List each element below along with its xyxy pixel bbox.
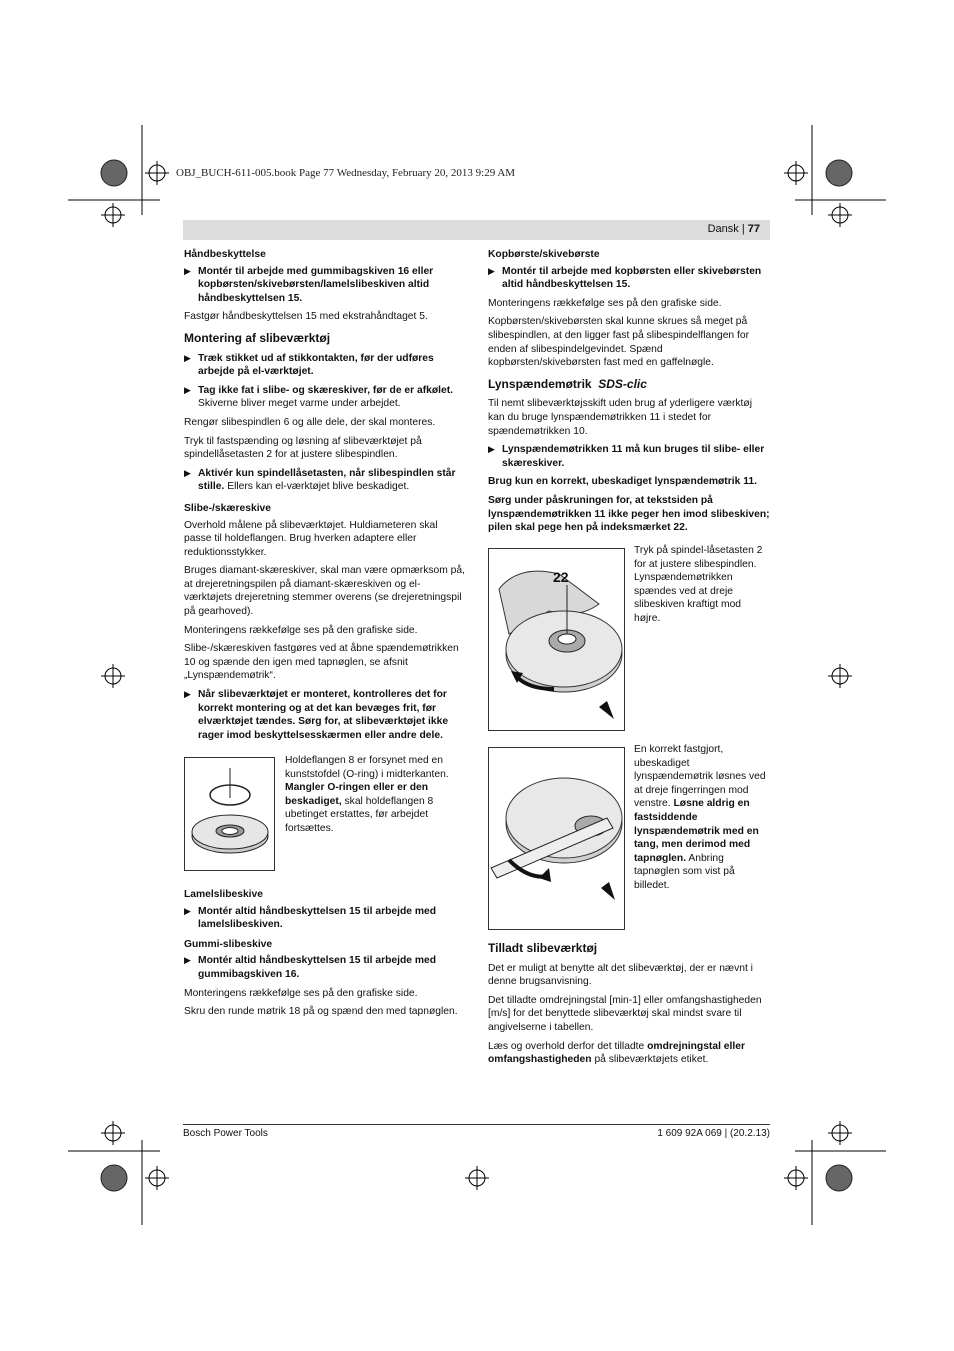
- bullet-item: ▶ Lynspændemøtrikken 11 må kun bruges til slibe- eller skæreskiver.: [488, 444, 765, 469]
- right-column: [488, 248, 770, 540]
- triangle-icon: ▶: [184, 689, 191, 700]
- triangle-icon: ▶: [184, 265, 191, 276]
- section-title: Slibe-/skæreskive: [184, 502, 272, 514]
- left-column-lower: [184, 888, 467, 1024]
- tighten-figure: [488, 548, 625, 731]
- footer-left: Bosch Power Tools: [183, 1128, 268, 1139]
- bullet-item: ▶ Tag ikke fat i slibe- og skæreskiver, før de er afkølet. Skiverne bliver meget varme under arbejdet.: [184, 384, 454, 410]
- section-title: Håndbeskyttelse: [184, 249, 266, 260]
- paragraph: Sørg under påskruningen for, at tekstsiden på lynspændemøtrikken 11 ikke peger hen imod slibeskiven; pilen skal pege hen på indeksmærket 22.: [488, 494, 770, 534]
- triangle-icon: ▶: [184, 955, 191, 966]
- section-title: Gummi-slibeskive: [184, 938, 273, 950]
- page-header: [183, 220, 770, 240]
- triangle-icon: ▶: [488, 265, 495, 276]
- paragraph: Monteringens rækkefølge ses på den grafiske side.: [488, 297, 722, 309]
- paragraph: Bruges diamant-skæreskiver, skal man være opmærksom på, at drejeretningspilen på diamant-skæreskiven og el-værktøjets drejeretning stemmer overens (se drejeretningspil på gearhoved).: [184, 565, 465, 618]
- print-line: OBJ_BUCH-611-005.book Page 77 Wednesday, February 20, 2013 9:29 AM: [176, 167, 516, 179]
- bullet-item: ▶ Montér til arbejde med kopbørsten eller skivebørsten altid håndbeskyttelsen 15.: [488, 265, 762, 291]
- triangle-icon: ▶: [184, 384, 191, 395]
- flange-figure: [184, 757, 275, 871]
- triangle-icon: ▶: [184, 467, 191, 478]
- paragraph: Slibe-/skæreskiven fastgøres ved at åbne spændemøtrikken 10 og spænde den igen med tapnøglen, se afsnit „Lynspændemøtrik“.: [184, 643, 459, 682]
- paragraph: Fastgør håndbeskyttelsen 15 med ekstrahåndtaget 5.: [184, 311, 428, 323]
- loosen-figure: [488, 747, 625, 930]
- paragraph: Rengør slibespindlen 6 og alle dele, der skal monteres.: [184, 416, 436, 428]
- bullet-item: ▶ Montér altid håndbeskyttelsen 15 til arbejde med lamelslibeskiven.: [184, 905, 437, 931]
- footer-right: 1 609 92A 069 | (20.2.13): [657, 1128, 770, 1139]
- sds-clic-logo: SDS-clic: [598, 376, 647, 391]
- bullet-item: ▶ Montér altid håndbeskyttelsen 15 til arbejde med gummibagskiven 16.: [184, 955, 437, 980]
- page-footer: [183, 1124, 770, 1139]
- left-column: [184, 248, 467, 747]
- section-title: Tilladt slibeværktøj: [488, 941, 598, 955]
- paragraph: Overhold målene på slibeværktøjet. Huldiameteren skal passe til holdeflangen. Brug hverken adaptere eller reduktionsstykker.: [184, 519, 438, 558]
- right-column-lower: [488, 934, 770, 1072]
- bullet-item: ▶ Når slibeværktøjet er monteret, kontrolleres det for korrekt montering og at det kan bevæges frit, før elværktøjet tændes. Sørg for, at slibeværktøjet ikke rager imod beskyttelsesskærmen eller andre dele.: [184, 689, 449, 741]
- paragraph: Kopbørsten/skivebørsten skal kunne skrues så meget på slibespindlen, at den ligger fast på slibespindelflangen for enden af slibespindelgevindet. Spænd kopbørsten/skivebørsten fast med en gaffelnøgle.: [488, 316, 750, 369]
- paragraph: Læs og overhold derfor det tilladte omdrejningstal eller omfangshastigheden på slibeværktøjets etiket.: [488, 1040, 745, 1066]
- paragraph: Monteringens rækkefølge ses på den grafiske side.: [184, 987, 418, 999]
- paragraph: Det er muligt at benytte alt det slibeværktøj, der er nævnt i denne brugsanvisning.: [488, 962, 753, 988]
- paragraph: Brug kun en korrekt, ubeskadiget lynspændemøtrik 11.: [488, 476, 757, 488]
- paragraph: Monteringens rækkefølge ses på den grafiske side.: [184, 624, 418, 636]
- paragraph: Tryk til fastspænding og løsning af slibeværktøjet på spindellåsetasten 2 for at justere slibespindlen.: [184, 435, 422, 461]
- bullet-item: ▶ Montér til arbejde med gummibagskiven 16 eller kopbørsten/skivebørsten/lamelslibeskiven altid håndbeskyttelsen 15.: [184, 265, 434, 304]
- loosen-figure-text: En korrekt fastgjort, ubeskadiget lynspændemøtrik løsnes ved at dreje fingerringen mod venstre. Løsne aldrig en fastsiddende lynspændemøtrik med en tang, men derimod med tapnøglen. Anbring tapnøglen som vist på billedet.: [634, 744, 766, 891]
- flange-figure-text: Holdeflangen 8 er forsynet med en kunststofdel (O-ring) i midterkanten. Mangler O-ringen eller er den beskadiget, skal holdeflangen 8 ubetinget erstattes, før arbejdet fortsættes.: [285, 755, 449, 834]
- section-title: Montering af slibeværktøj: [184, 330, 331, 345]
- section-title: Lynspændemøtrik SDS-clic: [488, 376, 647, 391]
- tighten-figure-text: Tryk på spindel-låsetasten 2 for at justere slibespindlen. Lynspændemøtrikken spændes ved at dreje slibeskiven kraftigt mod højre.: [634, 545, 763, 624]
- triangle-icon: ▶: [184, 905, 191, 916]
- paragraph: Skru den runde møtrik 18 på og spænd den med tapnøglen.: [184, 1006, 458, 1018]
- page-number: Dansk | 77: [707, 223, 760, 235]
- bullet-item: ▶ Aktivér kun spindellåsetasten, når slibespindlen står stille. Ellers kan el-værktøjet blive beskadiget.: [184, 467, 456, 493]
- triangle-icon: ▶: [488, 444, 495, 455]
- paragraph: Det tilladte omdrejningstal [min-1] eller omfangshastigheden [m/s] for det benyttede slibeværktøj skal mindst svare til angivelserne i tabellen.: [488, 994, 762, 1033]
- triangle-icon: ▶: [184, 352, 191, 363]
- flange-illustration: [185, 758, 274, 870]
- section-title: Lamelslibeskive: [184, 889, 263, 900]
- bullet-item: ▶ Træk stikket ud af stikkontakten, før der udføres arbejde på el-værktøjet.: [184, 352, 434, 378]
- paragraph: Til nemt slibeværktøjsskift uden brug af yderligere værktøj kan du bruge lynspændemøtrikken 11 i stedet for spændemøtrikken 10.: [488, 398, 752, 437]
- section-title: Kopbørste/skivebørste: [488, 249, 600, 260]
- loosen-illustration: [489, 748, 624, 929]
- index-mark-label: 22: [553, 569, 569, 585]
